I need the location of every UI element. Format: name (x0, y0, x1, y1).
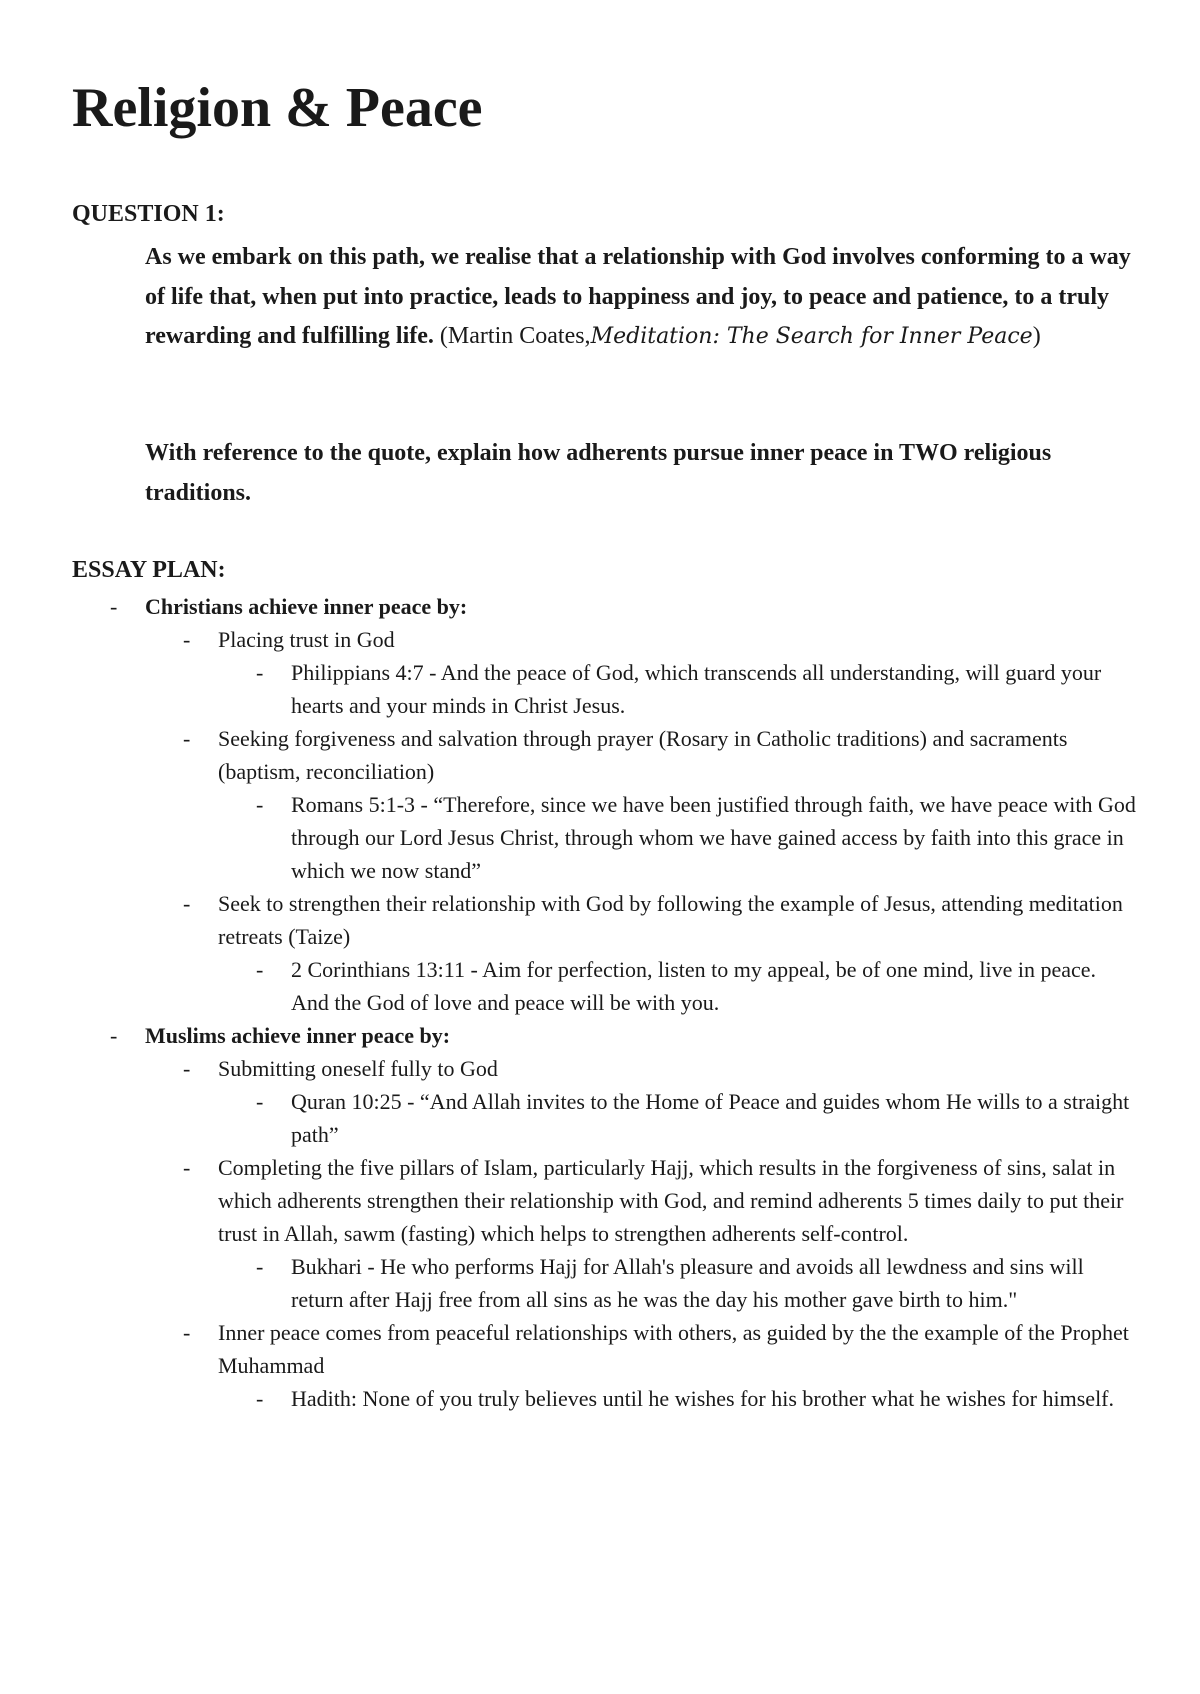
plan-point (0, 887, 1200, 953)
bullet-dash: - (183, 1056, 191, 1081)
plan-point (0, 623, 1200, 656)
plan-reference-text: 2 Corinthians 13:11 - Aim for perfection, listen to my appeal, be of one mind, live in peace. And the God of love and peace will be with you. (291, 957, 1097, 1015)
plan-reference-text: Bukhari - He who performs Hajj for Allah's pleasure and avoids all lewdness and sins will return after Hajj free from all sins as he was the day his mother gave birth to him." (291, 1254, 1084, 1312)
plan-point (0, 1316, 1200, 1382)
bullet-dash: - (256, 1254, 264, 1279)
plan-reference (0, 656, 1200, 722)
plan-point-text: Seek to strengthen their relationship with God by following the example of Jesus, attending meditation retreats (Taize) (218, 891, 1123, 949)
plan-point (0, 1052, 1200, 1085)
bullet-dash: - (183, 891, 191, 916)
bullet-dash: - (256, 1089, 264, 1114)
bullet-dash: - (110, 594, 118, 619)
plan-heading-christians (0, 590, 1200, 623)
bullet-dash: - (256, 1386, 264, 1411)
plan-point-text: Completing the five pillars of Islam, particularly Hajj, which results in the forgiveness of sins, salat in which adherents strengthen their relationship with God, and remind adherents 5 times daily to put their trust in Allah, sawm (fasting) which helps to strengthen adherents self-control. (218, 1155, 1124, 1246)
plan-point-text: Submitting oneself fully to God (218, 1056, 498, 1081)
bullet-dash: - (256, 792, 264, 817)
quote-text: As we embark on this path, we realise that a relationship with God involves conforming to a way of life that, when put into practice, leads to happiness and joy, to peace and patience, to a truly rewarding and fulfilling life. (145, 244, 1131, 349)
plan-reference (0, 788, 1200, 887)
quote-citation-close: ) (1032, 323, 1041, 349)
plan-point (0, 1151, 1200, 1250)
plan-point (0, 722, 1200, 788)
bullet-dash: - (183, 726, 191, 751)
bullet-dash: - (110, 1023, 118, 1048)
plan-reference (0, 1250, 1200, 1316)
plan-reference-text: Philippians 4:7 - And the peace of God, which transcends all understanding, will guard your hearts and your minds in Christ Jesus. (291, 660, 1102, 718)
quote-work-title: Meditation: The Search for Inner Peace (590, 324, 1033, 349)
essay-plan-list (0, 590, 1200, 1415)
plan-reference-text: Quran 10:25 - “And Allah invites to the Home of Peace and guides whom He wills to a straight path” (291, 1089, 1130, 1147)
bullet-dash: - (256, 660, 264, 685)
bullet-dash: - (183, 627, 191, 652)
plan-point-text: Placing trust in God (218, 627, 395, 652)
plan-reference (0, 1382, 1200, 1415)
plan-reference-text: Romans 5:1-3 - “Therefore, since we have been justified through faith, we have peace with God through our Lord Jesus Christ, through whom we have gained access by faith into this grace in which we now stand” (291, 792, 1136, 883)
question-prompt: With reference to the quote, explain how adherents pursue inner peace in TWO religious traditions. (145, 440, 1052, 506)
plan-point-text: Inner peace comes from peaceful relationships with others, as guided by the the example of the Prophet Muhammad (218, 1320, 1129, 1378)
bullet-dash: - (183, 1320, 191, 1345)
plan-heading-text: Christians achieve inner peace by: (145, 594, 468, 619)
plan-reference (0, 953, 1200, 1019)
question-label: QUESTION 1: (72, 201, 225, 227)
quote-citation-open: (Martin Coates, (439, 323, 591, 349)
bullet-dash: - (256, 957, 264, 982)
bullet-dash: - (183, 1155, 191, 1180)
page-title: Religion & Peace (72, 77, 483, 139)
plan-reference-text: Hadith: None of you truly believes until he wishes for his brother what he wishes for himself. (291, 1386, 1115, 1411)
plan-heading-text: Muslims achieve inner peace by: (145, 1023, 451, 1048)
plan-reference (0, 1085, 1200, 1151)
essay-plan-label: ESSAY PLAN: (72, 557, 226, 583)
plan-heading-muslims (0, 1019, 1200, 1052)
plan-point-text: Seeking forgiveness and salvation through prayer (Rosary in Catholic traditions) and sacraments (baptism, reconciliation) (218, 726, 1068, 784)
question-quote (145, 238, 1135, 357)
